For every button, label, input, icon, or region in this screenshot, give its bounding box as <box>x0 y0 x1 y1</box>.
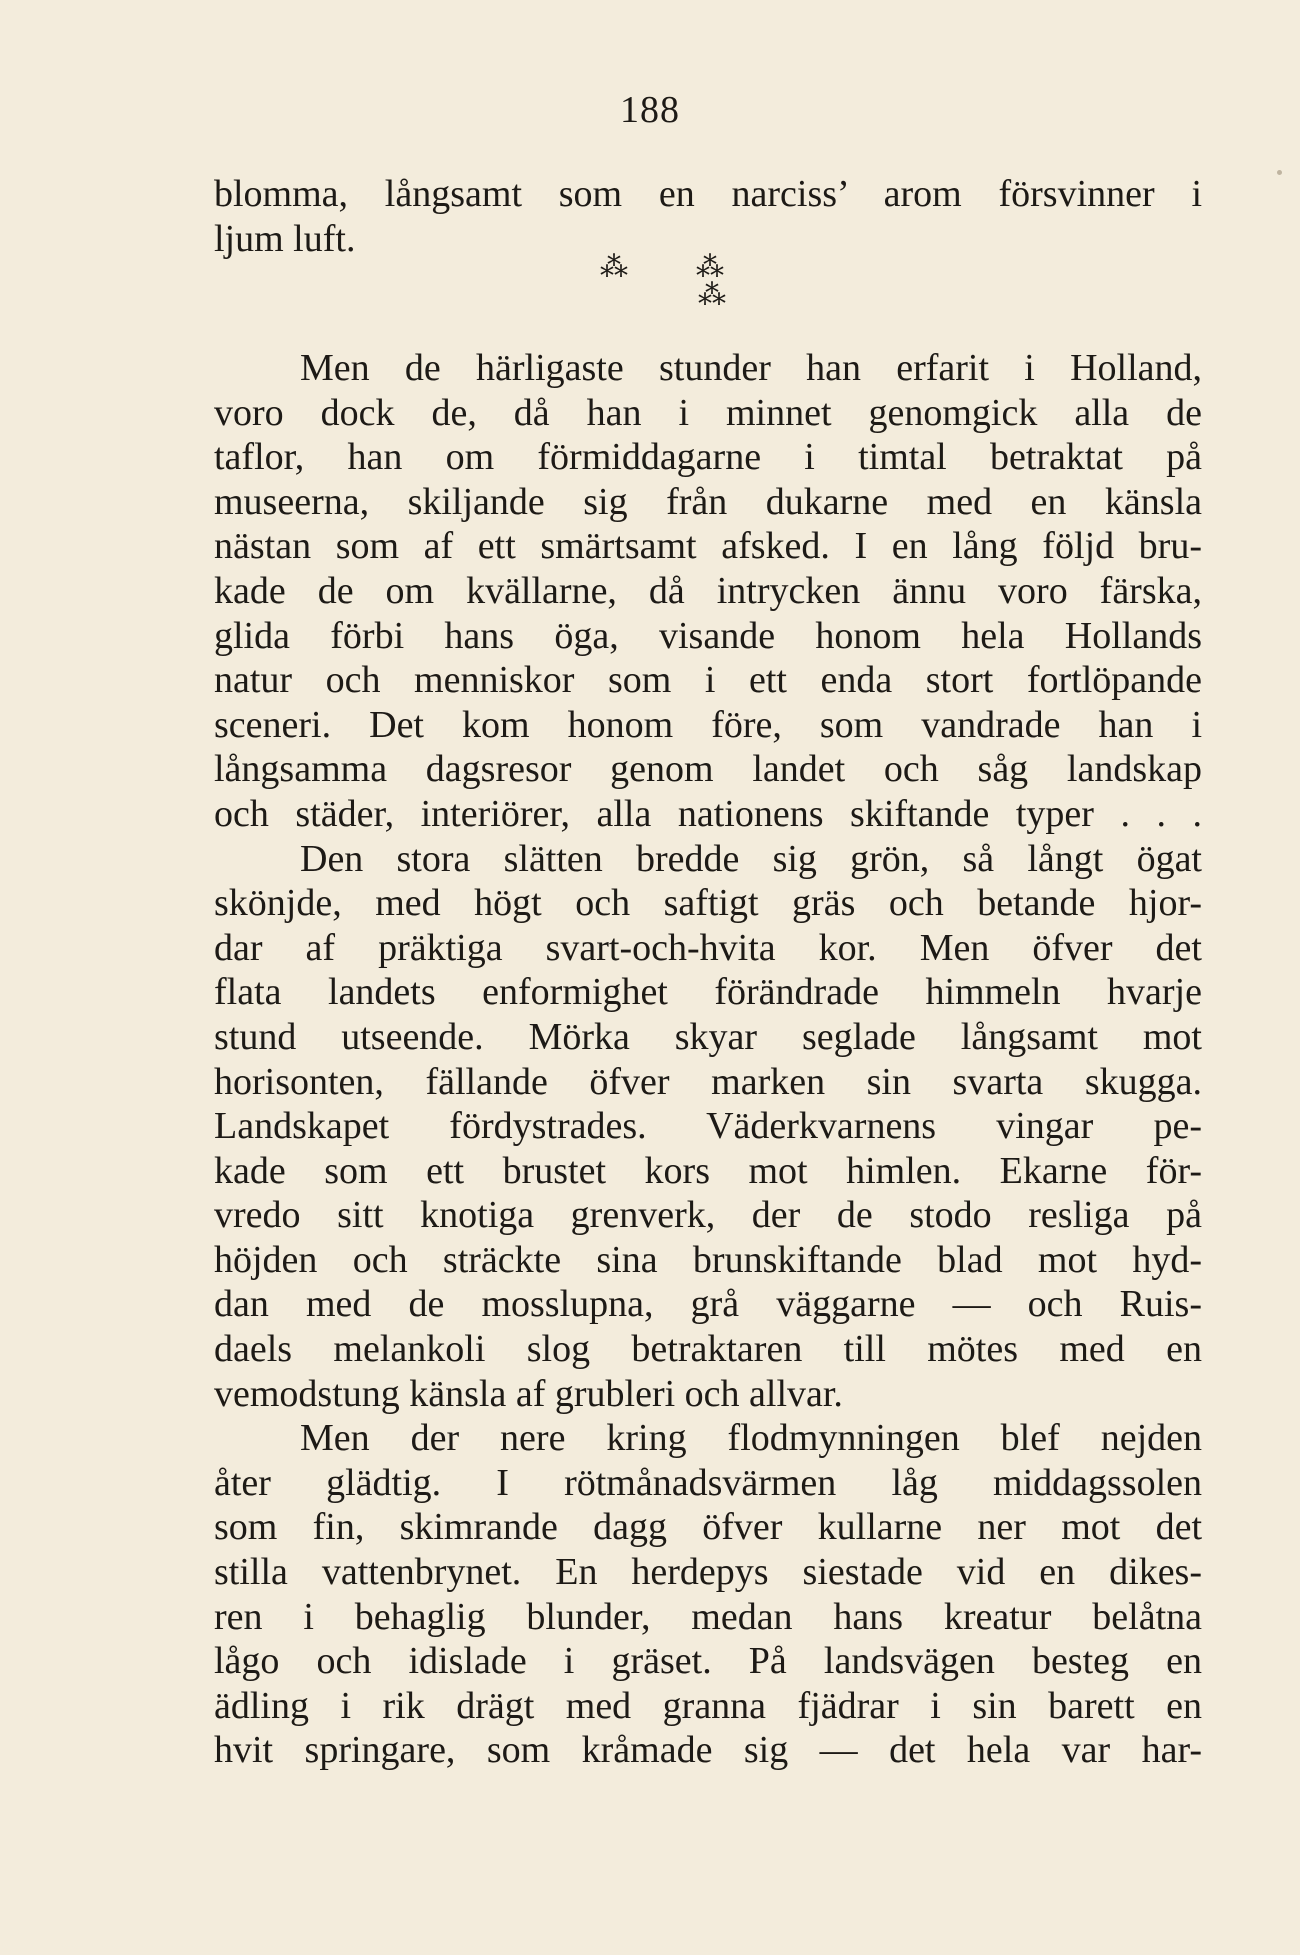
main-text <box>214 346 1202 1773</box>
text-line: museerna, skiljande sig från dukarne med en känsla <box>214 480 1202 523</box>
text-line: sceneri. Det kom honom före, som vandrade han i <box>214 703 1202 746</box>
paper-speck <box>1277 170 1282 175</box>
text-line: glida förbi hans öga, visande honom hela Hollands <box>214 614 1202 657</box>
text-line: ädling i rik drägt med granna fjädrar i sin barett en <box>214 1684 1202 1727</box>
text-line: Men de härligaste stunder han erfarit i Holland, <box>300 347 1202 389</box>
text-line: dan med de mosslupna, grå väggarne — och Ruis- <box>214 1283 1202 1326</box>
text-line: höjden och sträckte sina brunskiftande blad mot hyd- <box>214 1238 1202 1281</box>
text-line: långsamma dagsresor genom landet och såg landskap <box>214 748 1202 791</box>
text-line: vemodstung känsla af grubleri och allvar. <box>214 1372 843 1415</box>
text-line: taflor, han om förmiddagarne i timtal betraktat på <box>214 436 1202 479</box>
page-number: 188 <box>620 89 680 131</box>
text-line: Landskapet fördystrades. Väderkvarnens vingar pe- <box>214 1105 1202 1148</box>
text-line: horisonten, fällande öfver marken sin svarta skugga. <box>214 1060 1202 1103</box>
text-line: stilla vattenbrynet. En herdepys siestade vid en dikes- <box>214 1551 1202 1594</box>
text-line: dar af präktiga svart-och-hvita kor. Men öfver det <box>214 926 1202 969</box>
text-line: och städer, interiörer, alla nationens skiftande typer . . . <box>214 792 1202 835</box>
text-line: flata landets enformighet förändrade himmeln hvarje <box>214 971 1202 1014</box>
text-line: daels melankoli slog betraktaren till mötes med en <box>214 1328 1202 1371</box>
text-line: åter glädtig. I rötmånadsvärmen låg middagssolen <box>214 1461 1202 1504</box>
asterism-separator <box>600 254 800 314</box>
text-line: Den stora slätten bredde sig grön, så långt ögat <box>300 837 1202 880</box>
text-line: vredo sitt knotiga grenverk, der de stodo resliga på <box>214 1194 1202 1237</box>
text-line: kade de om kvällarne, då intrycken ännu voro färska, <box>214 569 1202 612</box>
text-line: stund utseende. Mörka skyar seglade långsamt mot <box>214 1015 1202 1058</box>
text-line: skönjde, med högt och saftigt gräs och betande hjor- <box>214 882 1202 925</box>
asterisk-icon: ⁂ <box>696 252 724 283</box>
text-line: natur och menniskor som i ett enda stort fortlöpande <box>214 659 1202 702</box>
text-line: nästan som af ett smärtsamt afsked. I en lång följd bru- <box>214 525 1202 568</box>
text-line: voro dock de, då han i minnet genomgick alla de <box>214 391 1202 434</box>
text-line: hvit springare, som kråmade sig — det hela var har- <box>214 1729 1202 1772</box>
text-line: som fin, skimrande dagg öfver kullarne ner mot det <box>214 1506 1202 1549</box>
text-line: ren i behaglig blunder, medan hans kreatur belåtna <box>214 1595 1202 1638</box>
asterisk-icon: ⁂ <box>600 252 628 283</box>
text-line: Men der nere kring flodmynningen blef nejden <box>300 1417 1202 1460</box>
text-line: ljum luft. <box>214 217 356 260</box>
top-paragraph <box>214 172 1202 261</box>
text-line: lågo och idislade i gräset. På landsvägen besteg en <box>214 1640 1202 1683</box>
asterisk-icon: ⁂ <box>698 280 726 311</box>
text-line: blomma, långsamt som en narciss’ arom försvinner i <box>214 173 1202 215</box>
text-line: kade som ett brustet kors mot himlen. Ekarne för- <box>214 1149 1202 1192</box>
